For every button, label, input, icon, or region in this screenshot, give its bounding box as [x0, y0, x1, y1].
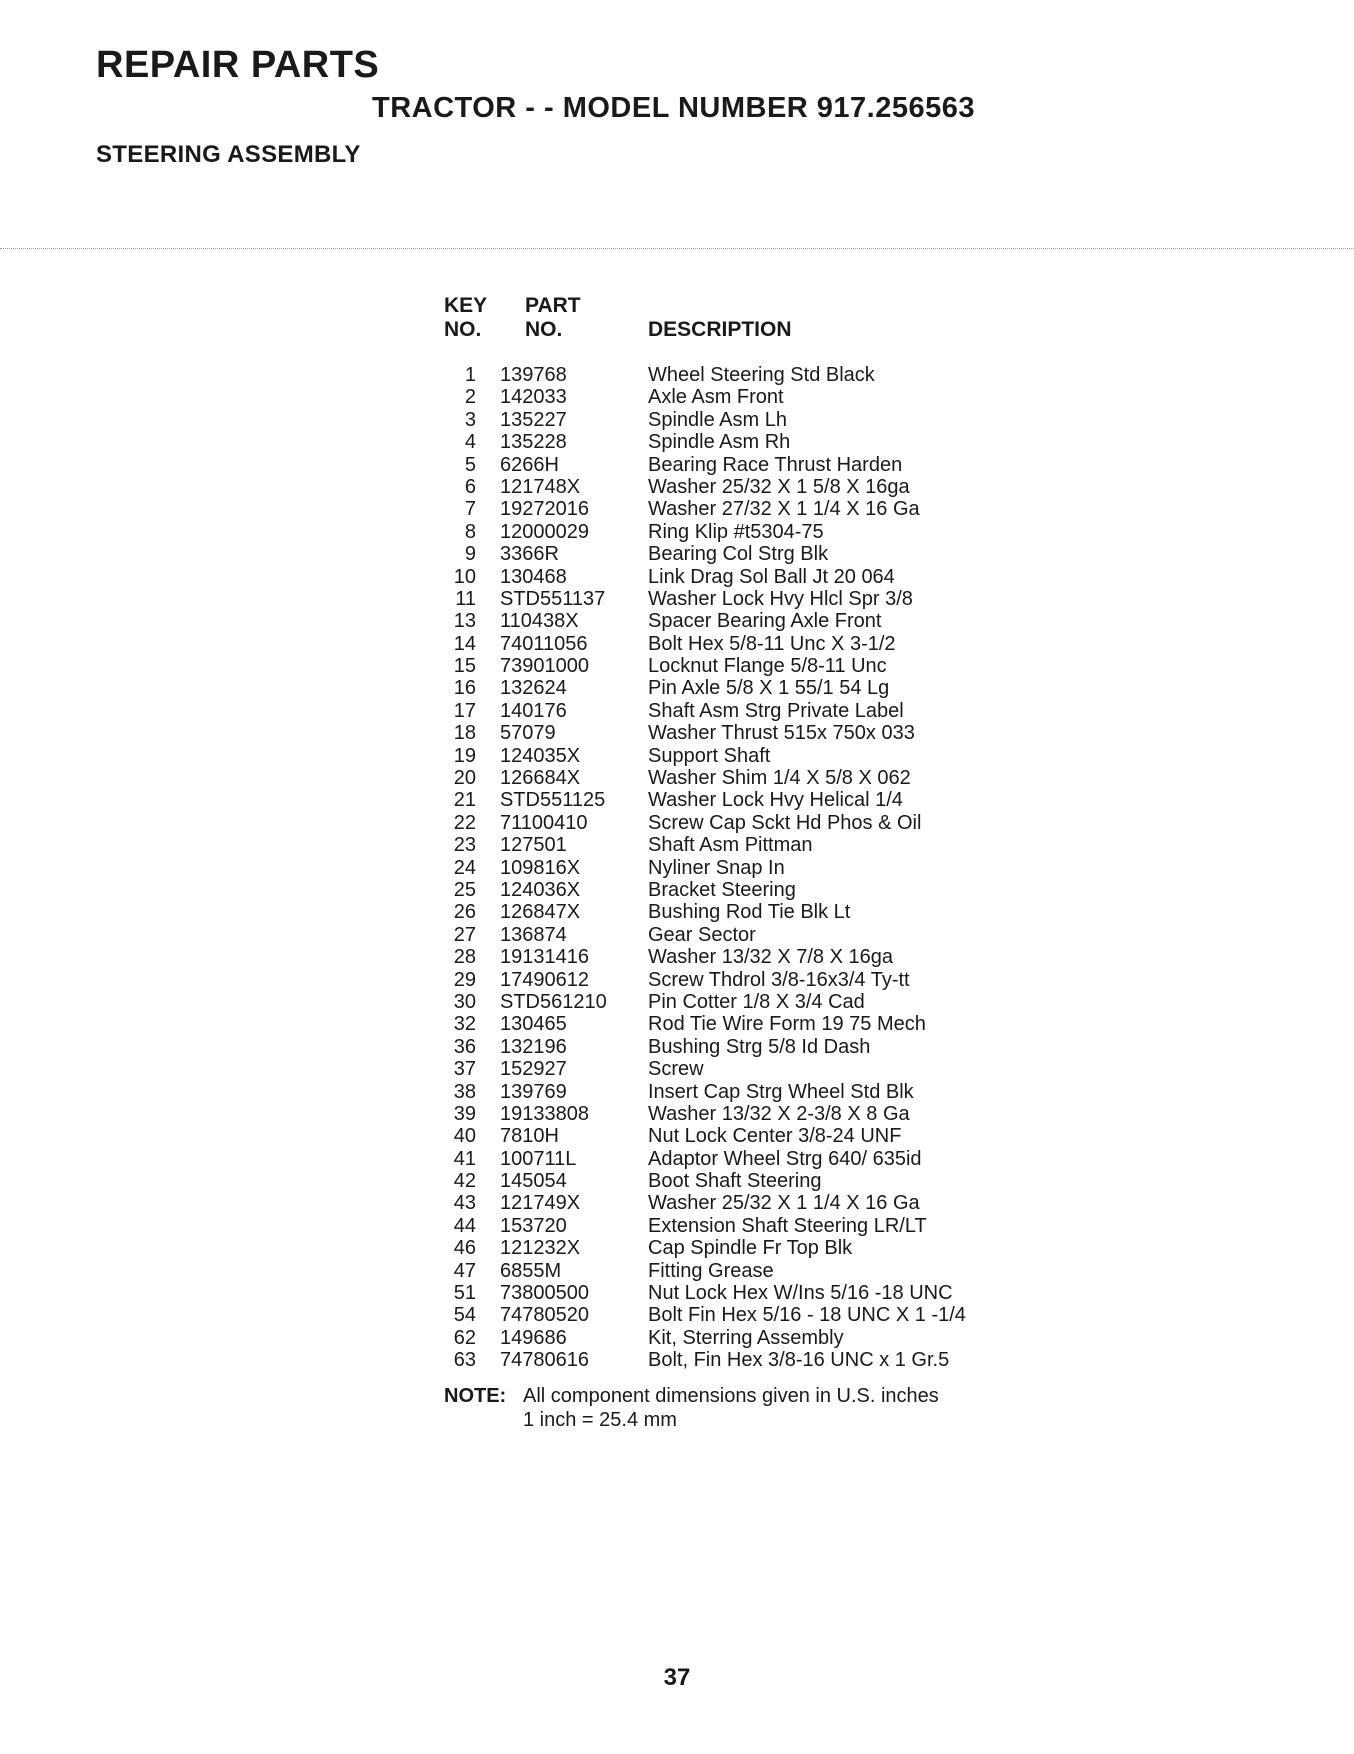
- key-cell: 62: [453, 1326, 476, 1349]
- description-cell: Nyliner Snap In: [648, 856, 785, 879]
- table-row: [444, 409, 1064, 431]
- description-cell: Support Shaft: [648, 744, 771, 767]
- model-number-heading: TRACTOR - - MODEL NUMBER 917.256563: [372, 92, 976, 124]
- key-header-line2: NO.: [444, 318, 482, 341]
- key-cell: 28: [453, 946, 476, 969]
- table-row: [444, 1081, 1064, 1103]
- description-cell: Kit, Sterring Assembly: [648, 1326, 844, 1349]
- part-number-cell: 145054: [500, 1170, 567, 1193]
- key-cell: 30: [453, 990, 476, 1013]
- part-number-cell: 152927: [500, 1058, 567, 1081]
- part-number-cell: 19133808: [500, 1102, 589, 1125]
- table-row: [444, 1260, 1064, 1282]
- key-cell: 39: [453, 1102, 476, 1125]
- key-cell: 11: [455, 587, 476, 610]
- part-number-cell: 140176: [500, 699, 567, 722]
- part-number-cell: 109816X: [500, 856, 581, 879]
- part-number-cell: STD551125: [500, 789, 606, 812]
- table-row: [444, 1125, 1064, 1147]
- key-cell: 46: [453, 1237, 476, 1260]
- table-row: [444, 1013, 1064, 1035]
- table-row: [444, 1237, 1064, 1259]
- description-cell: Bolt, Fin Hex 3/8-16 UNC x 1 Gr.5: [648, 1349, 950, 1372]
- key-header-line1: KEY: [444, 294, 488, 317]
- key-cell: 32: [453, 1013, 476, 1036]
- parts-table: [444, 294, 1064, 1434]
- description-cell: Pin Cotter 1/8 X 3/4 Cad: [648, 990, 865, 1013]
- part-number-cell: 57079: [500, 722, 556, 745]
- table-row: [444, 1170, 1064, 1192]
- description-cell: Nut Lock Hex W/Ins 5/16 -18 UNC: [648, 1282, 953, 1305]
- key-cell: 19: [453, 744, 476, 767]
- part-number-cell: 74780616: [500, 1349, 589, 1372]
- description-cell: Screw: [648, 1058, 704, 1081]
- description-cell: Spindle Asm Lh: [648, 408, 787, 431]
- part-number-cell: 135228: [500, 431, 567, 454]
- key-cell: 43: [453, 1192, 476, 1215]
- note: [444, 1384, 1064, 1434]
- part-number-cell: 74011056: [500, 632, 588, 655]
- table-row: [444, 633, 1064, 655]
- table-row: [444, 969, 1064, 991]
- part-number-cell: 142033: [500, 386, 567, 409]
- part-number-cell: 149686: [500, 1326, 567, 1349]
- description-cell: Washer 27/32 X 1 1/4 X 16 Ga: [648, 498, 920, 521]
- key-cell: 22: [453, 811, 476, 834]
- part-number-cell: 126684X: [500, 767, 581, 790]
- part-number-cell: 132196: [500, 1035, 567, 1058]
- key-cell: 2: [464, 386, 476, 409]
- description-cell: Bushing Strg 5/8 Id Dash: [648, 1035, 871, 1058]
- table-row: [444, 431, 1064, 453]
- parts-table-header: [444, 294, 1064, 346]
- description-cell: Rod Tie Wire Form 19 75 Mech: [648, 1013, 926, 1036]
- key-cell: 4: [464, 431, 476, 454]
- description-cell: Washer 13/32 X 2-3/8 X 8 Ga: [648, 1102, 910, 1125]
- table-row: [444, 1036, 1064, 1058]
- part-number-cell: STD551137: [500, 587, 606, 610]
- key-cell: 10: [453, 565, 476, 588]
- table-row: [444, 857, 1064, 879]
- table-row: [444, 543, 1064, 565]
- key-cell: 42: [453, 1170, 476, 1193]
- parts-table-body: [444, 364, 1064, 1372]
- table-row: [444, 1148, 1064, 1170]
- table-row: [444, 610, 1064, 632]
- key-cell: 14: [453, 632, 476, 655]
- part-number-cell: 153720: [500, 1214, 567, 1237]
- part-number-cell: 124036X: [500, 878, 581, 901]
- table-row: [444, 1282, 1064, 1304]
- description-cell: Link Drag Sol Ball Jt 20 064: [648, 565, 895, 588]
- table-row: [444, 789, 1064, 811]
- table-row: [444, 1327, 1064, 1349]
- description-cell: Bolt Fin Hex 5/16 - 18 UNC X 1 -1/4: [648, 1304, 966, 1327]
- description-cell: Screw Thdrol 3/8-16x3/4 Ty-tt: [648, 968, 910, 991]
- key-cell: 6: [464, 475, 476, 498]
- table-row: [444, 364, 1064, 386]
- description-cell: Locknut Flange 5/8-11 Unc: [648, 655, 887, 678]
- key-cell: 41: [453, 1147, 476, 1170]
- part-number-cell: 100711L: [500, 1147, 577, 1170]
- description-cell: Washer 13/32 X 7/8 X 16ga: [648, 946, 893, 969]
- description-cell: Boot Shaft Steering: [648, 1170, 822, 1193]
- table-row: [444, 588, 1064, 610]
- description-cell: Bushing Rod Tie Blk Lt: [648, 901, 851, 924]
- part-number-cell: 17490612: [500, 968, 589, 991]
- part-number-cell: 74780520: [500, 1304, 589, 1327]
- table-row: [444, 1349, 1064, 1371]
- part-number-cell: 12000029: [500, 520, 589, 543]
- description-cell: Adaptor Wheel Strg 640/ 635id: [648, 1147, 922, 1170]
- part-number-cell: 132624: [500, 677, 567, 700]
- key-cell: 1: [464, 364, 476, 386]
- key-cell: 38: [453, 1080, 476, 1103]
- part-number-cell: 19131416: [500, 946, 589, 969]
- description-cell: Shaft Asm Strg Private Label: [648, 699, 904, 722]
- table-row: [444, 498, 1064, 520]
- part-number-cell: 73800500: [500, 1282, 589, 1305]
- description-cell: Bearing Race Thrust Harden: [648, 453, 903, 476]
- description-cell: Washer Shim 1/4 X 5/8 X 062: [648, 767, 911, 790]
- description-cell: Bearing Col Strg Blk: [648, 543, 829, 566]
- table-row: [444, 946, 1064, 968]
- key-cell: 40: [453, 1125, 476, 1148]
- key-cell: 13: [453, 610, 476, 633]
- part-number-cell: 71100410: [500, 811, 588, 834]
- description-cell: Wheel Steering Std Black: [648, 364, 875, 386]
- key-cell: 51: [453, 1282, 476, 1305]
- key-cell: 54: [453, 1304, 476, 1327]
- part-number-cell: 124035X: [500, 744, 581, 767]
- key-cell: 27: [453, 923, 476, 946]
- note-text-line1: All component dimensions given in U.S. inches: [523, 1384, 939, 1407]
- key-cell: 3: [464, 408, 476, 431]
- description-cell: Insert Cap Strg Wheel Std Blk: [648, 1080, 914, 1103]
- description-cell: Axle Asm Front: [648, 386, 784, 409]
- key-cell: 9: [464, 543, 476, 566]
- description-header: DESCRIPTION: [648, 318, 792, 341]
- part-number-cell: 6855M: [500, 1259, 562, 1282]
- table-row: [444, 1304, 1064, 1326]
- section-title: STEERING ASSEMBLY: [96, 141, 361, 168]
- table-row: [444, 901, 1064, 923]
- description-cell: Washer Lock Hvy Helical 1/4: [648, 789, 903, 812]
- table-row: [444, 700, 1064, 722]
- key-cell: 25: [453, 878, 476, 901]
- table-row: [444, 1103, 1064, 1125]
- key-cell: 36: [453, 1035, 476, 1058]
- description-cell: Cap Spindle Fr Top Blk: [648, 1237, 853, 1260]
- part-number-cell: 73901000: [500, 655, 589, 678]
- part-number-cell: 121749X: [500, 1192, 581, 1215]
- description-cell: Bracket Steering: [648, 878, 796, 901]
- key-cell: 18: [453, 722, 476, 745]
- description-cell: Pin Axle 5/8 X 1 55/1 54 Lg: [648, 677, 890, 700]
- description-cell: Nut Lock Center 3/8-24 UNF: [648, 1125, 902, 1148]
- part-number-cell: 130468: [500, 565, 567, 588]
- description-cell: Bolt Hex 5/8-11 Unc X 3-1/2: [648, 632, 896, 655]
- table-row: [444, 812, 1064, 834]
- key-cell: 37: [453, 1058, 476, 1081]
- part-number-cell: 6266H: [500, 453, 559, 476]
- part-header-line1: PART: [525, 294, 581, 317]
- description-cell: Spindle Asm Rh: [648, 431, 791, 454]
- part-number-cell: STD561210: [500, 990, 607, 1013]
- description-cell: Ring Klip #t5304-75: [648, 520, 824, 543]
- table-row: [444, 655, 1064, 677]
- part-number-cell: 139768: [500, 364, 567, 386]
- table-row: [444, 566, 1064, 588]
- part-number-cell: 135227: [500, 408, 567, 431]
- part-number-cell: 3366R: [500, 543, 559, 566]
- description-cell: Washer Thrust 515x 750x 033: [648, 722, 915, 745]
- part-number-cell: 130465: [500, 1013, 567, 1036]
- key-cell: 17: [453, 699, 476, 722]
- key-cell: 23: [453, 834, 476, 857]
- note-label: NOTE:: [444, 1384, 507, 1407]
- part-number-cell: 121748X: [500, 475, 581, 498]
- key-cell: 20: [453, 767, 476, 790]
- description-cell: Spacer Bearing Axle Front: [648, 610, 882, 633]
- table-row: [444, 386, 1064, 408]
- key-cell: 7: [464, 498, 476, 521]
- description-cell: Gear Sector: [648, 923, 756, 946]
- part-number-cell: 139769: [500, 1080, 567, 1103]
- part-number-cell: 127501: [500, 834, 567, 857]
- table-row: [444, 767, 1064, 789]
- key-cell: 8: [464, 520, 476, 543]
- description-cell: Screw Cap Sckt Hd Phos & Oil: [648, 811, 922, 834]
- part-number-cell: 110438X: [500, 610, 579, 633]
- key-cell: 21: [453, 789, 476, 812]
- description-cell: Washer 25/32 X 1 5/8 X 16ga: [648, 475, 910, 498]
- key-cell: 26: [453, 901, 476, 924]
- description-cell: Shaft Asm Pittman: [648, 834, 813, 857]
- key-cell: 44: [453, 1214, 476, 1237]
- table-row: [444, 521, 1064, 543]
- key-cell: 47: [453, 1259, 476, 1282]
- table-row: [444, 1058, 1064, 1080]
- table-row: [444, 476, 1064, 498]
- description-cell: Washer 25/32 X 1 1/4 X 16 Ga: [648, 1192, 920, 1215]
- page-number: 37: [663, 1664, 691, 1691]
- table-row: [444, 991, 1064, 1013]
- part-number-cell: 121232X: [500, 1237, 581, 1260]
- key-cell: 15: [453, 655, 476, 678]
- description-cell: Fitting Grease: [648, 1259, 774, 1282]
- key-cell: 29: [453, 968, 476, 991]
- table-row: [444, 454, 1064, 476]
- description-cell: Extension Shaft Steering LR/LT: [648, 1214, 927, 1237]
- table-row: [444, 1215, 1064, 1237]
- table-row: [444, 924, 1064, 946]
- key-cell: 24: [453, 856, 476, 879]
- part-number-cell: 126847X: [500, 901, 581, 924]
- part-header-line2: NO.: [525, 318, 563, 341]
- dotted-divider: [0, 248, 1354, 249]
- table-row: [444, 722, 1064, 744]
- page-title: REPAIR PARTS: [96, 44, 380, 86]
- key-cell: 16: [453, 677, 476, 700]
- part-number-cell: 19272016: [500, 498, 589, 521]
- key-cell: 5: [464, 453, 476, 476]
- table-row: [444, 677, 1064, 699]
- table-row: [444, 1192, 1064, 1214]
- description-cell: Washer Lock Hvy Hlcl Spr 3/8: [648, 587, 913, 610]
- table-row: [444, 834, 1064, 856]
- note-text-line2: 1 inch = 25.4 mm: [523, 1408, 677, 1431]
- part-number-cell: 7810H: [500, 1125, 559, 1148]
- key-cell: 63: [453, 1349, 476, 1372]
- part-number-cell: 136874: [500, 923, 567, 946]
- table-row: [444, 745, 1064, 767]
- table-row: [444, 879, 1064, 901]
